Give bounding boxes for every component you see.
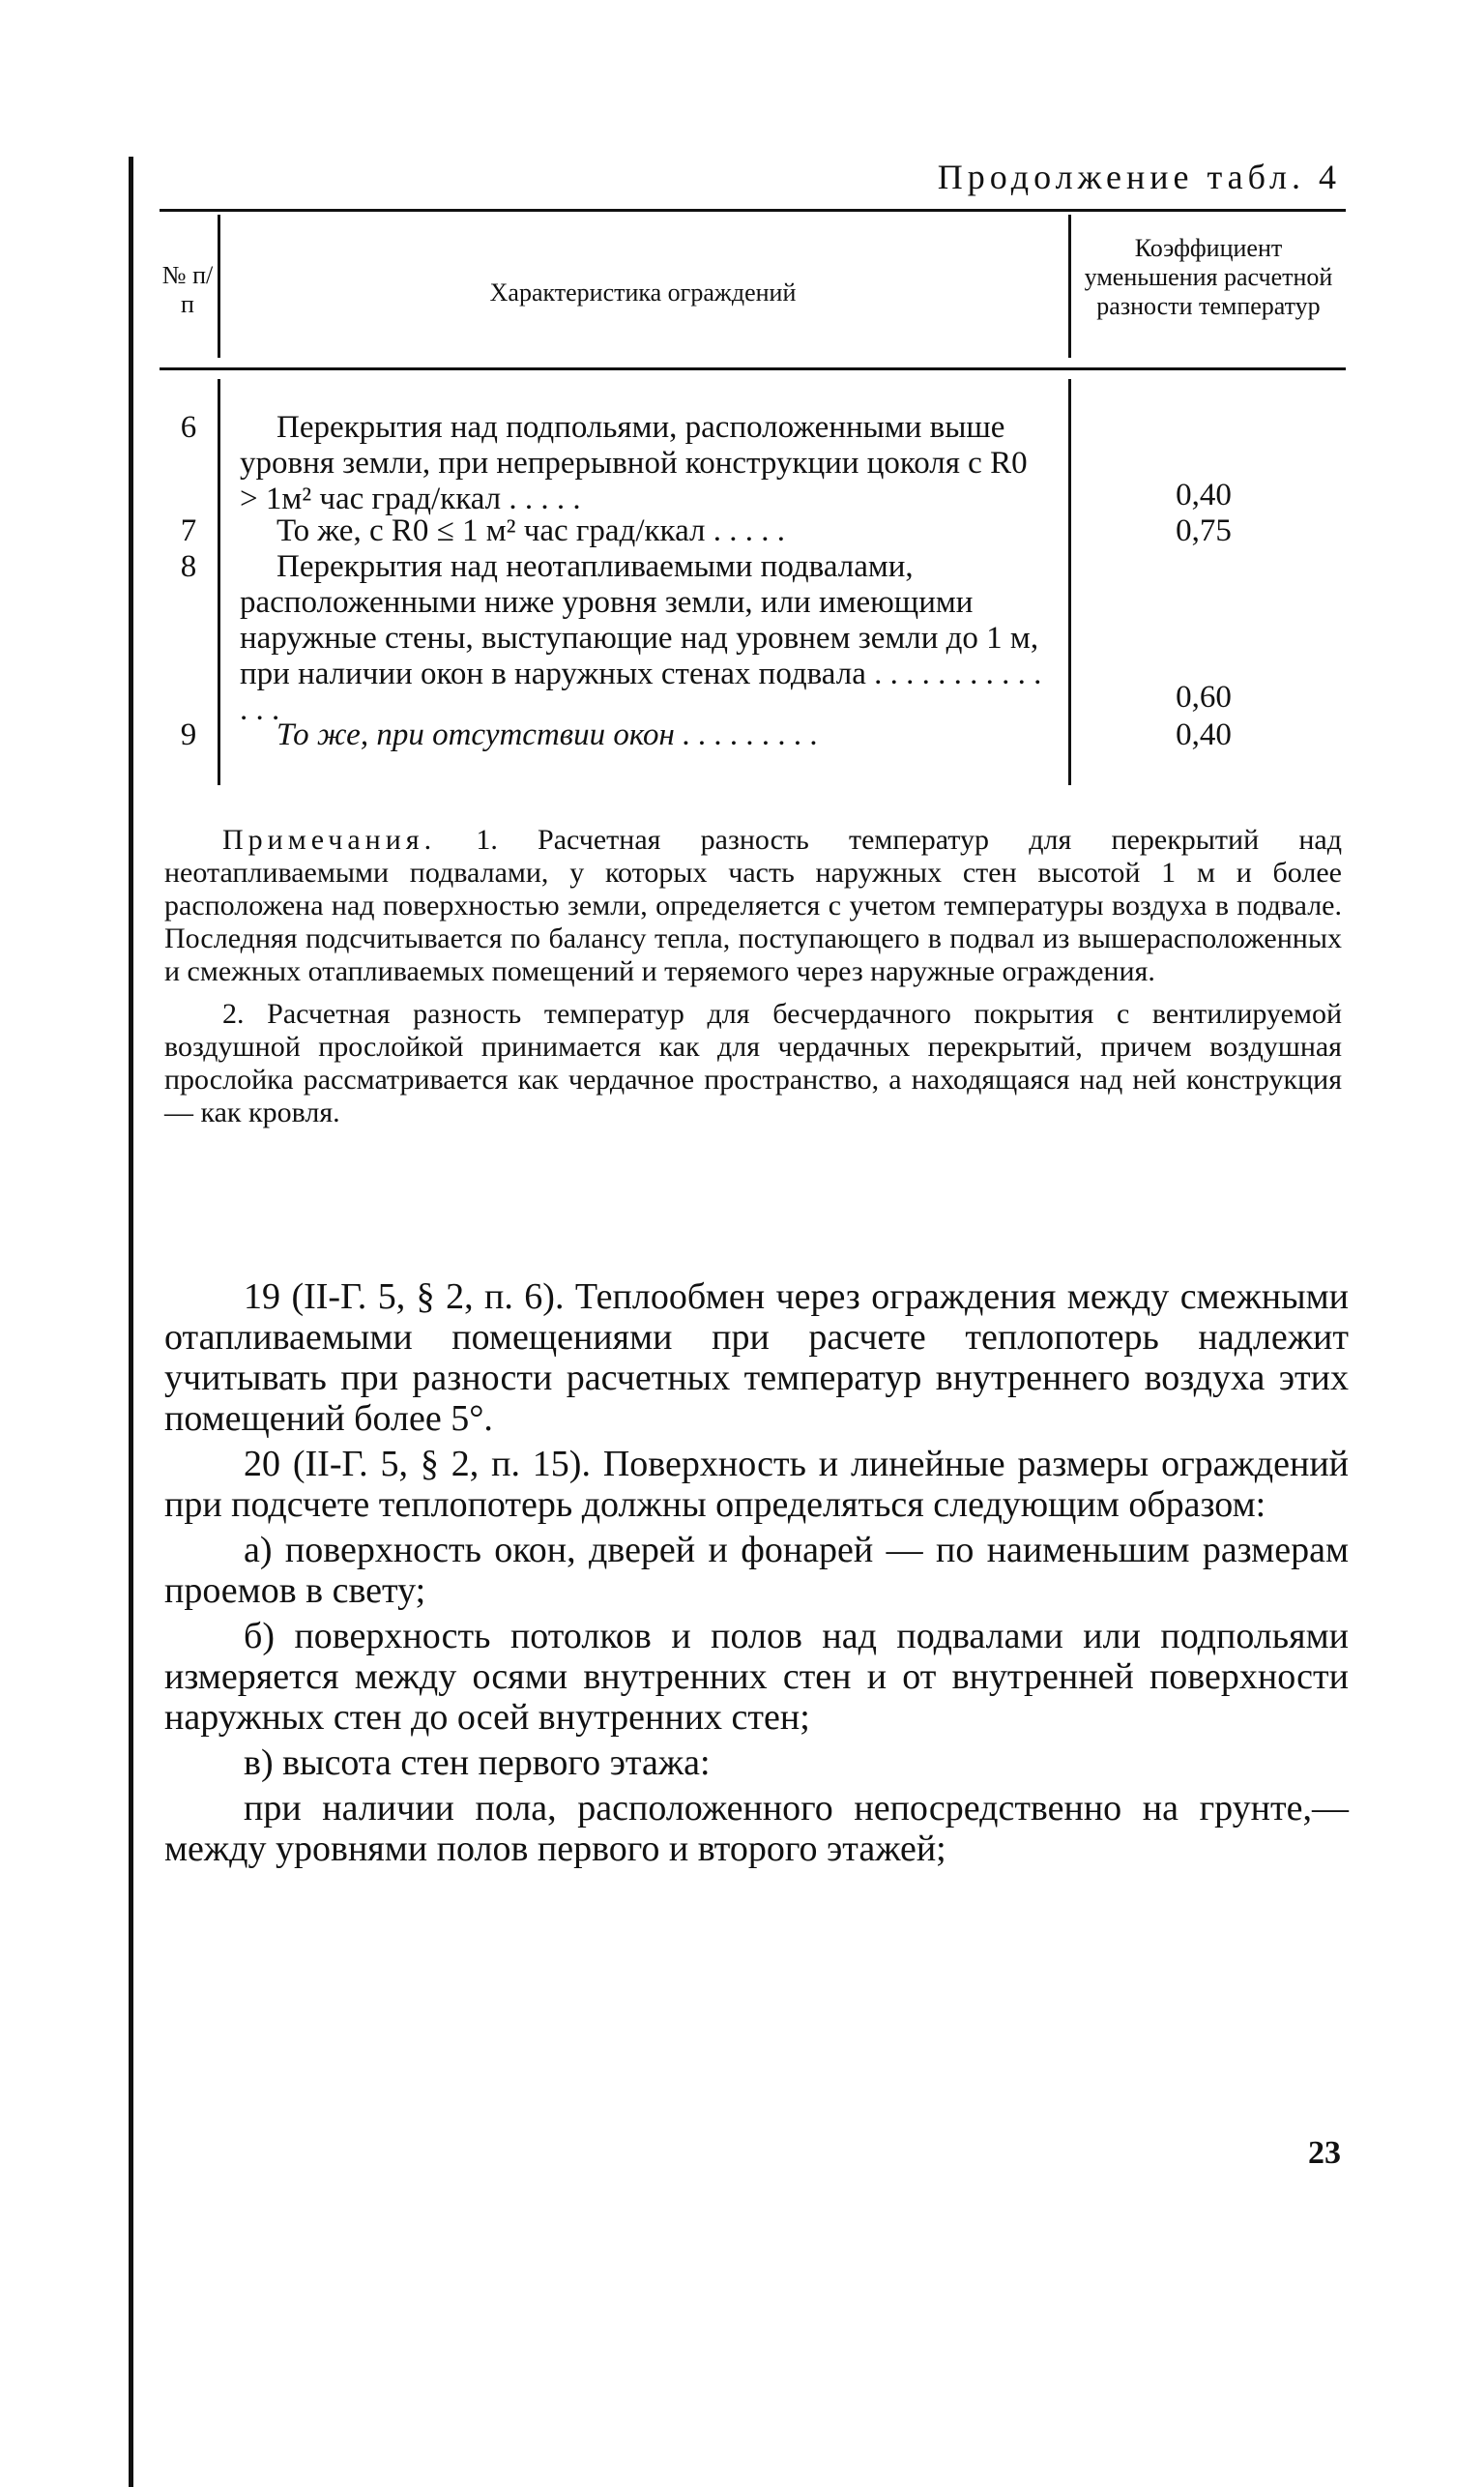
- row-text-6: Перекрытия над подпольями, расположенными выше уровня земли, при непрерывной конструкции цоколя с R0 > 1м² час град/ккал . . . . .: [240, 410, 1028, 516]
- row-number-8: 8: [180, 549, 197, 584]
- paragraph-20: 20 (II-Г. 5, § 2, п. 15). Поверхность и линейные размеры ограждений при подсчете теплопотерь должны определяться следующим образом:: [164, 1444, 1349, 1525]
- row-text-9: То же, при отсутствии окон . . . . . . . . .: [276, 717, 819, 752]
- note-1: [164, 824, 1342, 988]
- item-v: в) высота стен первого этажа:: [244, 1742, 711, 1783]
- table-top-rule: [160, 209, 1346, 212]
- page-number: 23: [1308, 2135, 1341, 2171]
- note-2: 2. Расчетная разность температур для бесчердачного покрытия с вентилируемой воздушной прослойкой принимается как для чердачных перекрытий, причем воздушная прослойка рассматривается как чердачное пространство, а находящаяся над ней конструкция — как кровля.: [164, 998, 1342, 1128]
- table-notes: [164, 824, 1342, 1139]
- table-col-divider-2-header: [1068, 215, 1071, 358]
- row-text-7: То же, с R0 ≤ 1 м² час град/ккал . . . . .: [276, 513, 785, 548]
- header-characteristic: Характеристика ограждений: [489, 278, 797, 307]
- header-number: № п/п: [161, 261, 214, 318]
- row-number-7: 7: [180, 513, 197, 548]
- item-b: б) поверхность потолков и полов над подвалами или подпольями измеряется между осями внутренних стен и от внутренней поверхности наружных стен до осей внутренних стен;: [164, 1616, 1349, 1738]
- row-text-8: Перекрытия над неотапливаемыми подвалами, расположенными ниже уровня земли, или имеющими наружные стены, выступающие над уровнем земли до 1 м, при наличии окон в наружных стенах подвала . . . . . . . . . . . . . .: [240, 549, 1042, 727]
- note-1-text: 1. Расчетная разность температур для перекрытий над неотапливаемыми подвалами, у которых часть наружных стен высотой 1 м и более расположена над поверхностью земли, определяется с учетом температуры воздуха в подвале. Последняя подсчитывается по балансу тепла, поступающего в подвал из вышерасположенных и смежных отапливаемых помещений и теряемого через наружные ограждения.: [164, 824, 1343, 987]
- table-col-divider-2-body: [1068, 379, 1071, 785]
- row-value-6: 0,40: [1176, 478, 1232, 512]
- table-col-divider-1-body: [218, 379, 220, 785]
- row-value-7: 0,75: [1176, 513, 1232, 548]
- table-col-divider-1-header: [218, 215, 220, 358]
- notes-label: Примечания.: [222, 824, 437, 856]
- table-header-rule: [160, 367, 1346, 370]
- row-number-6: 6: [180, 410, 197, 445]
- table-continuation-caption: Продолжение табл. 4: [937, 158, 1341, 196]
- body-text: [164, 1276, 1349, 1874]
- row-value-9: 0,40: [1176, 717, 1232, 752]
- item-v-1: при наличии пола, расположенного непосредственно на грунте,— между уровнями полов первого и второго этажей;: [164, 1788, 1349, 1869]
- row-value-8: 0,60: [1176, 680, 1232, 715]
- paragraph-19: 19 (II-Г. 5, § 2, п. 6). Теплообмен через ограждения между смежными отапливаемыми помещениями при расчете теплопотерь надлежит учитывать при разности расчетных температур внутреннего воздуха этих помещений более 5°.: [164, 1276, 1349, 1439]
- left-margin-line: [129, 157, 133, 2487]
- row-number-9: 9: [180, 717, 197, 752]
- item-a: а) поверхность окон, дверей и фонарей — по наименьшим размерам проемов в свету;: [164, 1530, 1349, 1611]
- header-coefficient: Коэффициент уменьшения расчетной разности температур: [1084, 234, 1333, 320]
